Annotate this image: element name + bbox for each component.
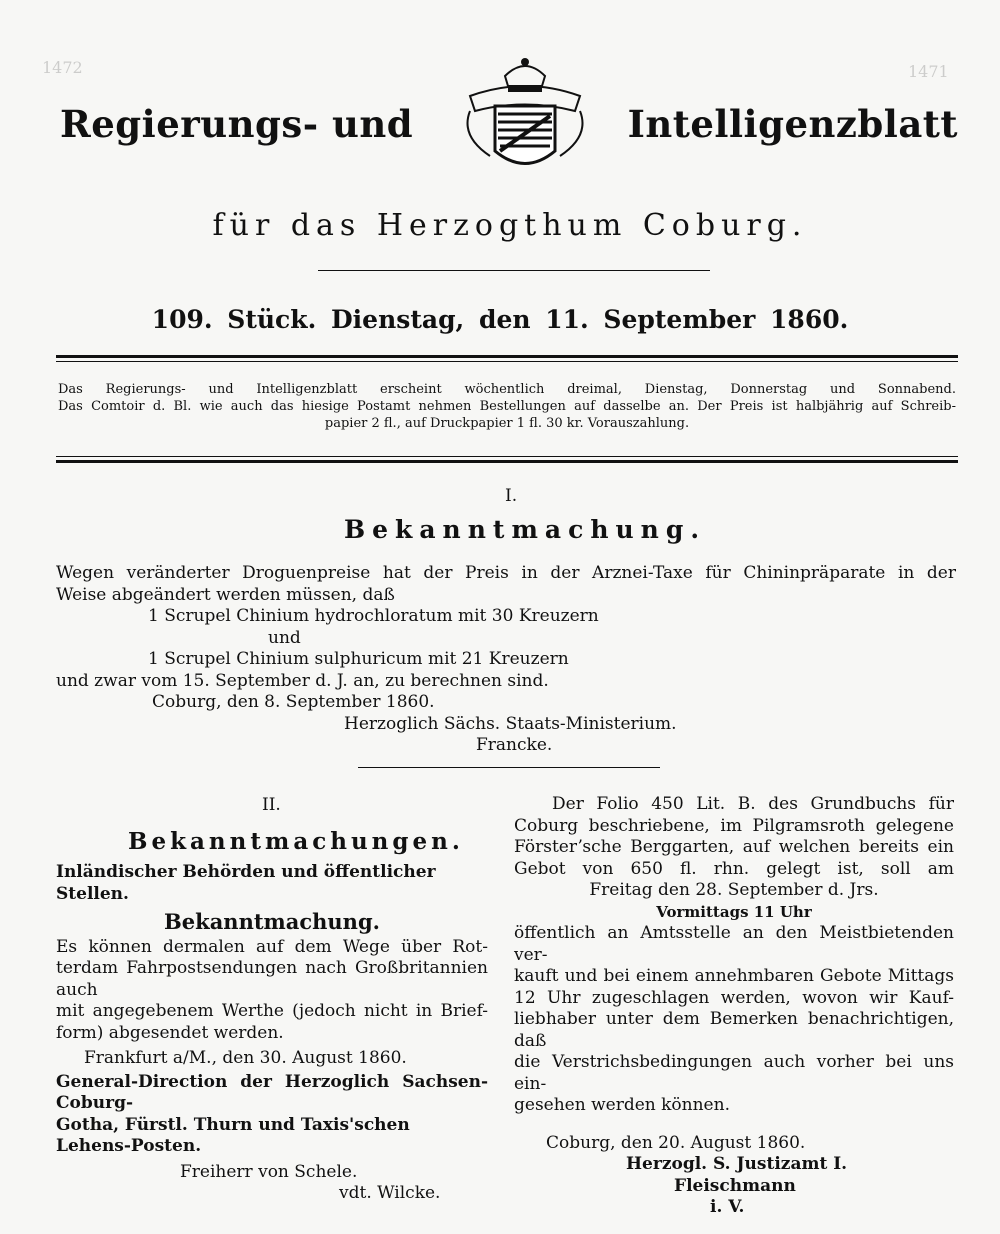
masthead-subtitle: für das Herzogthum Coburg. xyxy=(212,208,808,243)
signature-line: Herzogl. S. Justizamt I. xyxy=(626,1154,848,1174)
body-line: und xyxy=(268,627,301,648)
auction-date: Freitag den 28. September d. Jrs. xyxy=(589,880,879,900)
notice-title: Bekanntmachung. xyxy=(164,909,380,934)
subtitle-rule xyxy=(318,270,710,271)
body-line: Frankfurt a/M., den 30. August 1860. xyxy=(84,1048,407,1068)
section-heading-1: Bekanntmachung. xyxy=(344,515,707,544)
rule-top-2 xyxy=(56,361,958,362)
body-line: Weise abgeändert werden müssen, daß xyxy=(56,584,395,605)
margin-mark-left: 1472 xyxy=(42,58,83,77)
issue-line: 109. Stück. Dienstag, den 11. September 1860. xyxy=(151,305,849,334)
body-line: Gebot von 650 fl. rhn. gelegt ist, soll am xyxy=(514,858,954,879)
section-number-2: II. xyxy=(262,795,281,815)
body-line: 1 Scrupel Chinium sulphuricum mit 21 Kreuzern xyxy=(148,649,569,669)
signature-line: General-Direction der Herzoglich Sachsen-Coburg- xyxy=(56,1071,488,1113)
subheading: Inländischer Behörden und öffentlicher Stellen. xyxy=(56,862,436,904)
body-line: Coburg, den 8. September 1860. xyxy=(152,692,435,712)
masthead-title xyxy=(40,96,960,166)
section-divider xyxy=(358,767,660,768)
title-right: Intelligenzblatt xyxy=(627,102,958,146)
margin-mark-right: 1471 xyxy=(908,62,949,81)
rule-mid-2 xyxy=(56,460,958,463)
body-line: die Verstrichsbedingungen auch vorher bei uns ein- xyxy=(514,1052,954,1094)
body-line: Försterʼsche Berggarten, auf welchen bereits ein xyxy=(514,837,954,857)
notice-line: papier 2 fl., auf Druckpapier 1 fl. 30 kr. Vorauszahlung. xyxy=(324,416,690,431)
section-number-1: I. xyxy=(505,486,518,506)
body-line: Es können dermalen auf dem Wege über Rot- xyxy=(56,936,488,957)
body-line: und zwar vom 15. September d. J. an, zu berechnen sind. xyxy=(56,670,549,691)
section-2-right-column xyxy=(514,794,954,1219)
body-line: Wegen veränderter Droguenpreise hat der Preis in der Arznei-Taxe für Chininpräparate in der xyxy=(56,563,956,583)
section-2-left-column xyxy=(56,862,488,1205)
signature-line: i. V. xyxy=(710,1197,745,1217)
rule-mid-1 xyxy=(56,456,958,457)
rule-top-1 xyxy=(56,355,958,358)
notice-line: Das Comtoir d. Bl. wie auch das hiesige Postamt nehmen Bestellungen auf dasselbe an. Der Preis ist halbjährig auf Schreib- xyxy=(58,399,956,414)
publication-notice xyxy=(58,381,956,432)
coat-of-arms-icon xyxy=(450,56,600,186)
auction-time: Vormittags 11 Uhr xyxy=(656,902,812,921)
body-line: Francke. xyxy=(476,735,553,755)
body-line: Der Folio 450 Lit. B. des Grundbuchs für xyxy=(552,794,954,814)
signature-line: vdt. Wilcke. xyxy=(339,1183,441,1203)
body-line: öffentlich an Amtsstelle an den Meistbietenden ver- xyxy=(514,923,954,965)
body-line: mit angegebenem Werthe (jedoch nicht in Brief- xyxy=(56,1001,488,1021)
body-line: gesehen werden können. xyxy=(514,1095,730,1115)
body-line: 1 Scrupel Chinium hydrochloratum mit 30 Kreuzern xyxy=(148,606,599,626)
body-line: liebhaber unter dem Bemerken benachrichtigen, daß xyxy=(514,1009,954,1051)
body-line: form) abgesendet werden. xyxy=(56,1022,284,1043)
body-line: kauft und bei einem annehmbaren Gebote Mittags xyxy=(514,966,954,986)
section-heading-2: Bekanntmachungen. xyxy=(128,828,464,855)
signature-line: Freiherr von Schele. xyxy=(180,1161,358,1182)
section-1-body xyxy=(56,563,956,757)
body-line: Herzoglich Sächs. Staats-Ministerium. xyxy=(344,713,677,734)
signature-line: Fleischmann xyxy=(674,1175,796,1196)
body-line: Coburg beschriebene, im Pilgramsroth gelegene xyxy=(514,815,954,836)
signature-line: Coburg, den 20. August 1860. xyxy=(546,1132,806,1153)
signature-line: Gotha, Fürstl. Thurn und Taxis'schen Lehens-Posten. xyxy=(56,1114,410,1156)
body-line: 12 Uhr zugeschlagen werden, wovon wir Kauf- xyxy=(514,987,954,1008)
title-left: Regierungs- und xyxy=(60,102,414,146)
body-line: terdam Fahrpostsendungen nach Großbritannien auch xyxy=(56,958,488,1000)
notice-line: Das Regierungs- und Intelligenzblatt erscheint wöchentlich dreimal, Dienstag, Donnerstag und Sonnabend. xyxy=(58,382,956,397)
